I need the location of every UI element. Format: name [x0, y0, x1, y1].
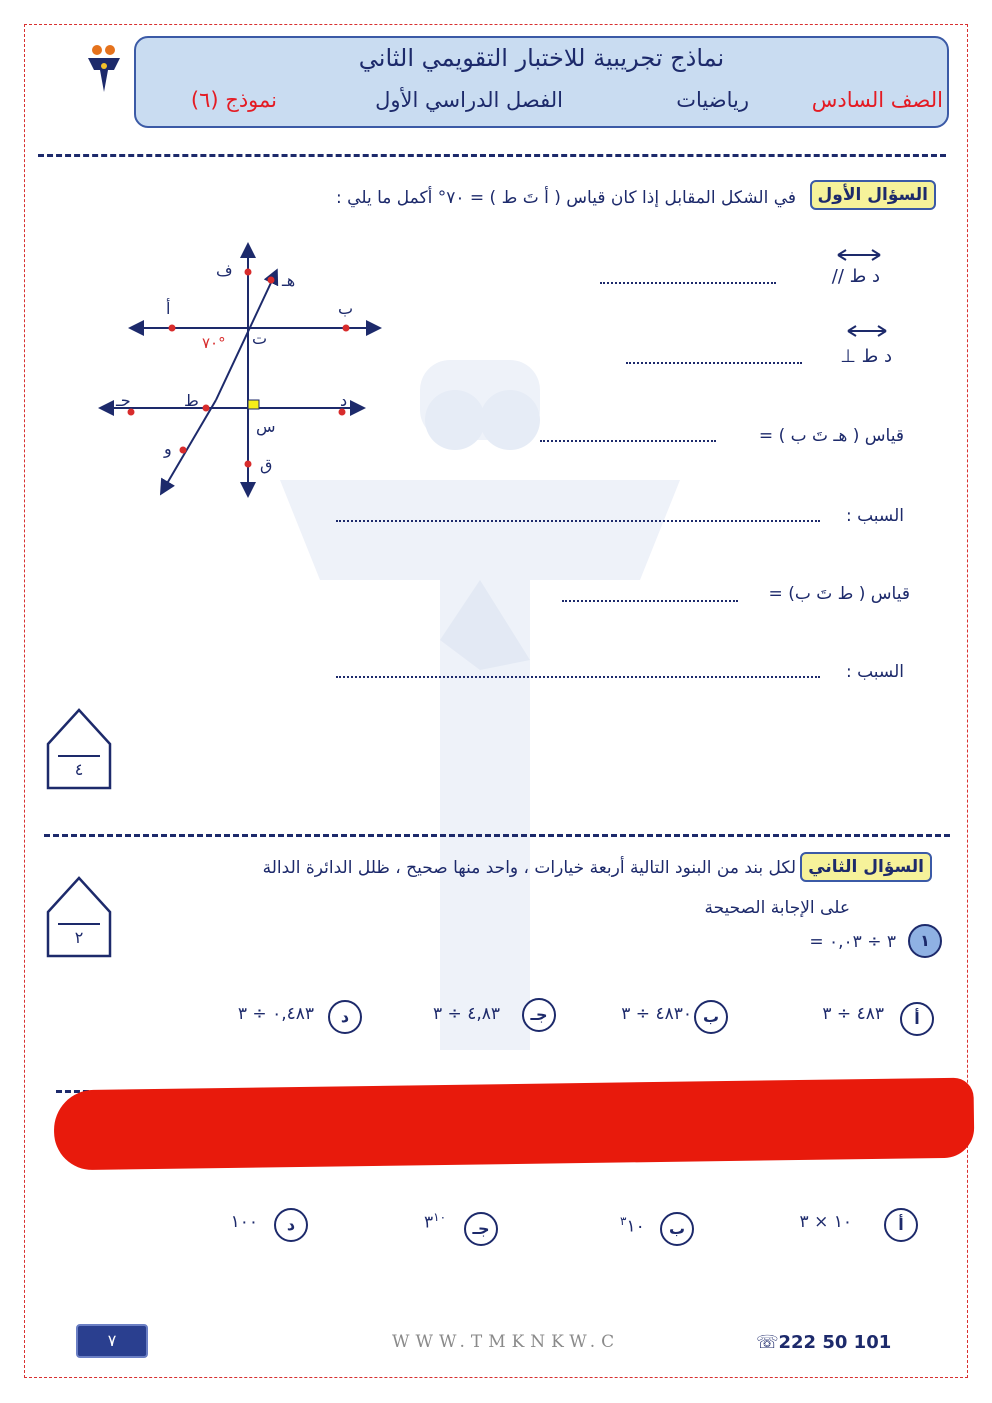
model-label: نموذج (٦): [190, 88, 277, 112]
option-d-text: ٠,٤٨٣ ÷ ٣: [237, 1004, 314, 1024]
item-number-1: ١: [908, 924, 942, 958]
answer-blank-4[interactable]: [336, 520, 820, 522]
option-a-circle[interactable]: أ: [900, 1002, 934, 1036]
q1-item-6: السبب :: [845, 662, 904, 682]
point-q-label: ق: [260, 455, 273, 474]
option-c-exponent: ١٠: [433, 1210, 447, 1224]
line-arrow-icon: [844, 324, 890, 338]
point-j-label: جـ: [116, 391, 131, 410]
q2-item1-question: ٣ ÷ ٠,٠٣ =: [809, 932, 896, 952]
q2-instruction-1: لكل بند من البنود التالية أربعة خيارات ، واحد منها صحيح ، ظلل الدائرة الدالة: [262, 858, 796, 878]
website-link[interactable]: WWW.TMKNKW.C: [392, 1332, 621, 1352]
q1-item-3: قياس ( هـ تَ ب ) =: [758, 426, 904, 446]
option-c-circle[interactable]: جـ: [522, 998, 556, 1032]
option-b-text: [620, 1214, 645, 1237]
answer-blank-6[interactable]: [336, 676, 820, 678]
point-f-label: ف: [216, 261, 233, 280]
option-c-base: ٣: [424, 1212, 434, 1233]
q2-instruction-2: على الإجابة الصحيحة: [704, 898, 850, 918]
page-number: ٧: [76, 1324, 148, 1358]
option-d-text: ١٠٠: [230, 1212, 258, 1232]
option-d-circle[interactable]: د: [328, 1000, 362, 1034]
point-d-label: د: [340, 391, 348, 410]
option-b-text: ٤٨٣٠ ÷ ٣: [621, 1004, 692, 1024]
header-box: [134, 36, 949, 128]
angle-label: ٧٠°: [202, 334, 226, 352]
brand-logo-icon: [84, 42, 124, 98]
score-box-q2: [46, 876, 112, 958]
point-h-label: هـ: [282, 271, 296, 290]
answer-blank-5[interactable]: [562, 600, 738, 602]
q2-label: السؤال الثاني: [800, 852, 932, 882]
point-t-label: ت: [252, 329, 268, 348]
q1-item-4: السبب :: [845, 506, 904, 526]
grade-label: الصف السادس: [811, 88, 943, 112]
option-a-text: ١٠ × ٣: [799, 1212, 852, 1232]
q1-label: السؤال الأول: [810, 180, 936, 210]
point-s-label: س: [256, 417, 276, 436]
option-b-exponent: ٣: [620, 1214, 627, 1228]
answer-blank-1[interactable]: [600, 282, 776, 284]
option-a-text: ٤٨٣ ÷ ٣: [822, 1004, 884, 1024]
point-w-label: و: [164, 439, 172, 458]
point-b-label: ب: [338, 299, 354, 318]
option-b-circle[interactable]: ب: [694, 1000, 728, 1034]
q1-item-1: د ط //: [831, 266, 880, 287]
score-value: ٢: [74, 928, 84, 947]
option-b-circle[interactable]: ب: [660, 1212, 694, 1246]
term-label: الفصل الدراسي الأول: [375, 88, 563, 112]
answer-blank-2[interactable]: [626, 362, 802, 364]
point-a-label: أ: [166, 299, 171, 318]
divider: [38, 154, 946, 157]
option-c-circle[interactable]: جـ: [464, 1212, 498, 1246]
q1-item-5: قياس ( ط تَ ب) =: [768, 584, 910, 604]
score-box-q1: [46, 708, 112, 790]
phone-number: ☏222 50 101: [756, 1332, 892, 1353]
redaction-mark: [53, 1078, 974, 1171]
answer-blank-3[interactable]: [540, 440, 716, 442]
option-c-text: ٤,٨٣ ÷ ٣: [433, 1004, 500, 1024]
q1-instruction: في الشكل المقابل إذا كان قياس ( أ تَ ط ) = ٧٠° أكمل ما يلي :: [336, 188, 796, 208]
subject-label: رياضيات: [676, 88, 749, 112]
option-b-base: ١٠: [626, 1216, 645, 1237]
geometry-figure: [96, 240, 396, 500]
option-c-text: [424, 1210, 446, 1233]
exam-title: نماذج تجريبية للاختبار التقويمي الثاني: [358, 44, 725, 72]
point-t2-label: ط: [184, 391, 199, 410]
option-d-circle[interactable]: د: [274, 1208, 308, 1242]
q1-item-2: د ط ⊥: [840, 346, 892, 367]
score-value: ٤: [74, 760, 84, 779]
divider: [44, 834, 950, 837]
option-a-circle[interactable]: أ: [884, 1208, 918, 1242]
line-arrow-icon: [834, 248, 884, 262]
